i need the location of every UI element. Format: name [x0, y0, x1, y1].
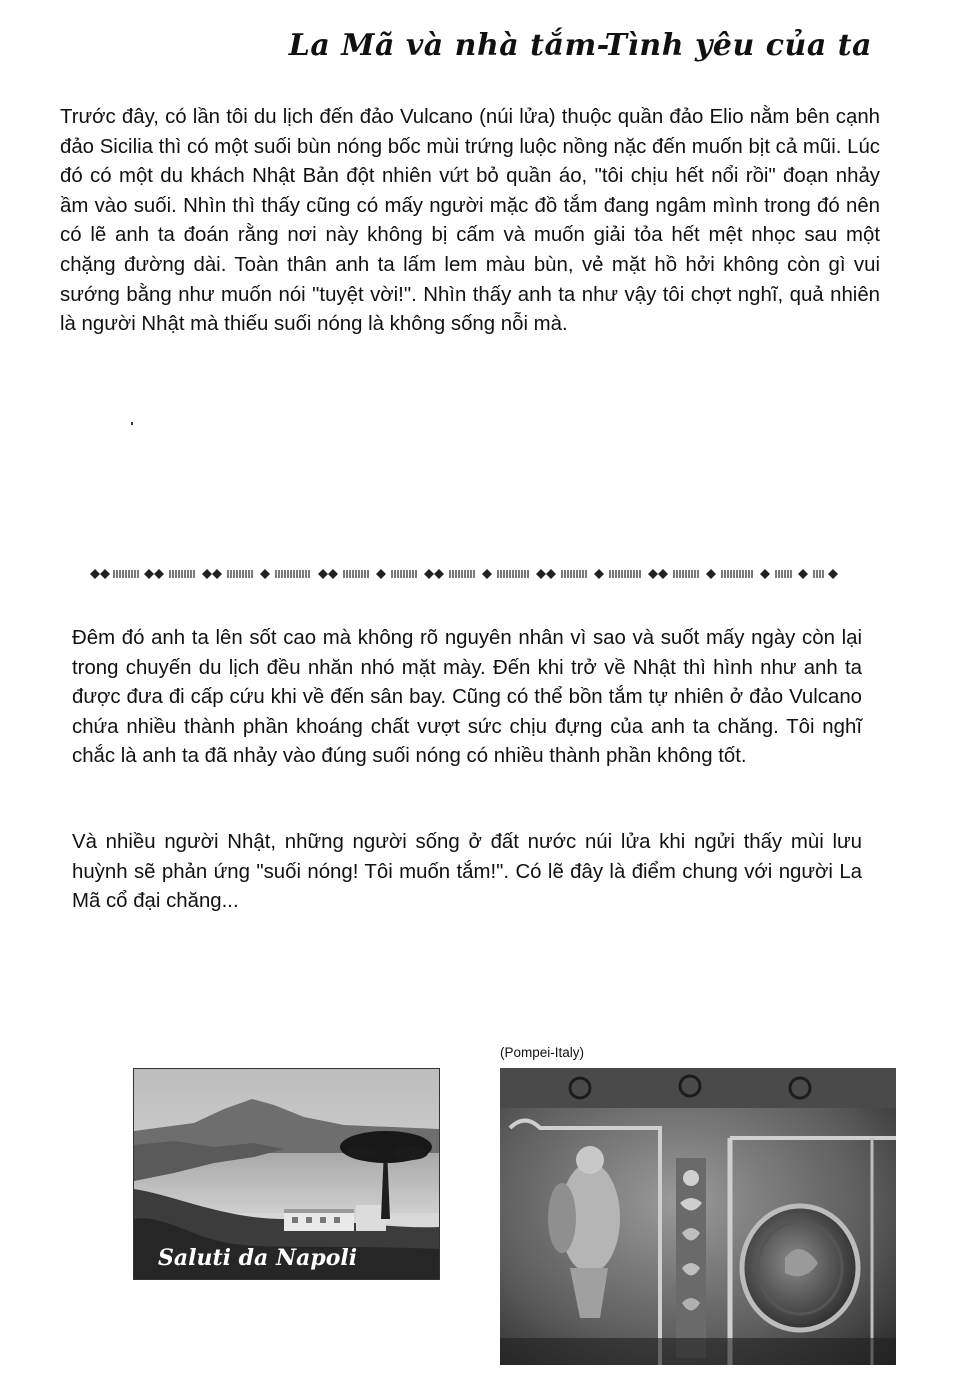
paragraph-2: Đêm đó anh ta lên sốt cao mà không rõ nguyên nhân vì sao và suốt mấy ngày còn lại trong chuyến du lịch đều nhăn nhó mặt mày. Đến khi trở về Nhật thì hình như anh ta được đưa đi cấp cứu khi về đến sân bay. Cũng có thể bồn tắm tự nhiên ở đảo Vulcano chứa nhiều thành phần khoáng chất vượt sức chịu đựng của anh ta chăng. Tôi nghĩ chắc là anh ta đã nhảy vào đúng suối nóng có nhiều thành phần không tốt. [72, 627, 862, 768]
pompeii-relief-photo [500, 1068, 896, 1365]
postcard-caption: Saluti da Napoli [158, 1245, 358, 1271]
ornamental-divider [90, 564, 838, 584]
paragraph-3: Và nhiều người Nhật, những người sống ở đất nước núi lửa khi ngửi thấy mùi lưu huỳnh sẽ phản ứng "suối nóng! Tôi muốn tắm!". Có lẽ đây là điểm chung với người La Mã cổ đại chăng... [72, 831, 862, 913]
paragraph-1: Trước đây, có lần tôi du lịch đến đảo Vulcano (núi lửa) thuộc quần đảo Elio nằm bên cạnh đảo Sicilia thì có một suối bùn nóng bốc mùi trứng luộc nồng nặc đến muốn bịt cả mũi. Lúc đó có một du khách Nhật Bản đột nhiên vứt bỏ quần áo, "tôi chịu hết nổi rồi" đoạn nhảy ầm vào suối. Nhìn thì thấy cũng có mấy người mặc đồ tắm đang ngâm mình trong đó nên có lẽ anh ta đoán rằng nơi này không bị cấm và muốn giải tỏa hết mệt nhọc sau một chặng đường dài. Toàn thân anh ta lấm lem màu bùn, vẻ mặt hồ hởi không còn gì vui sướng bằng như muốn nói "tuyệt vời!". Nhìn thấy anh ta như vậy tôi chợt nghĩ, quả nhiên là người Nhật mà thiếu suối nóng là không sống nỗi mà. [60, 106, 880, 336]
ink-speck [131, 422, 133, 425]
photo-caption: (Pompei-Italy) [500, 1045, 585, 1060]
page-title: La Mã và nhà tắm-Tình yêu của ta [288, 28, 872, 63]
naples-postcard-photo [133, 1068, 440, 1280]
